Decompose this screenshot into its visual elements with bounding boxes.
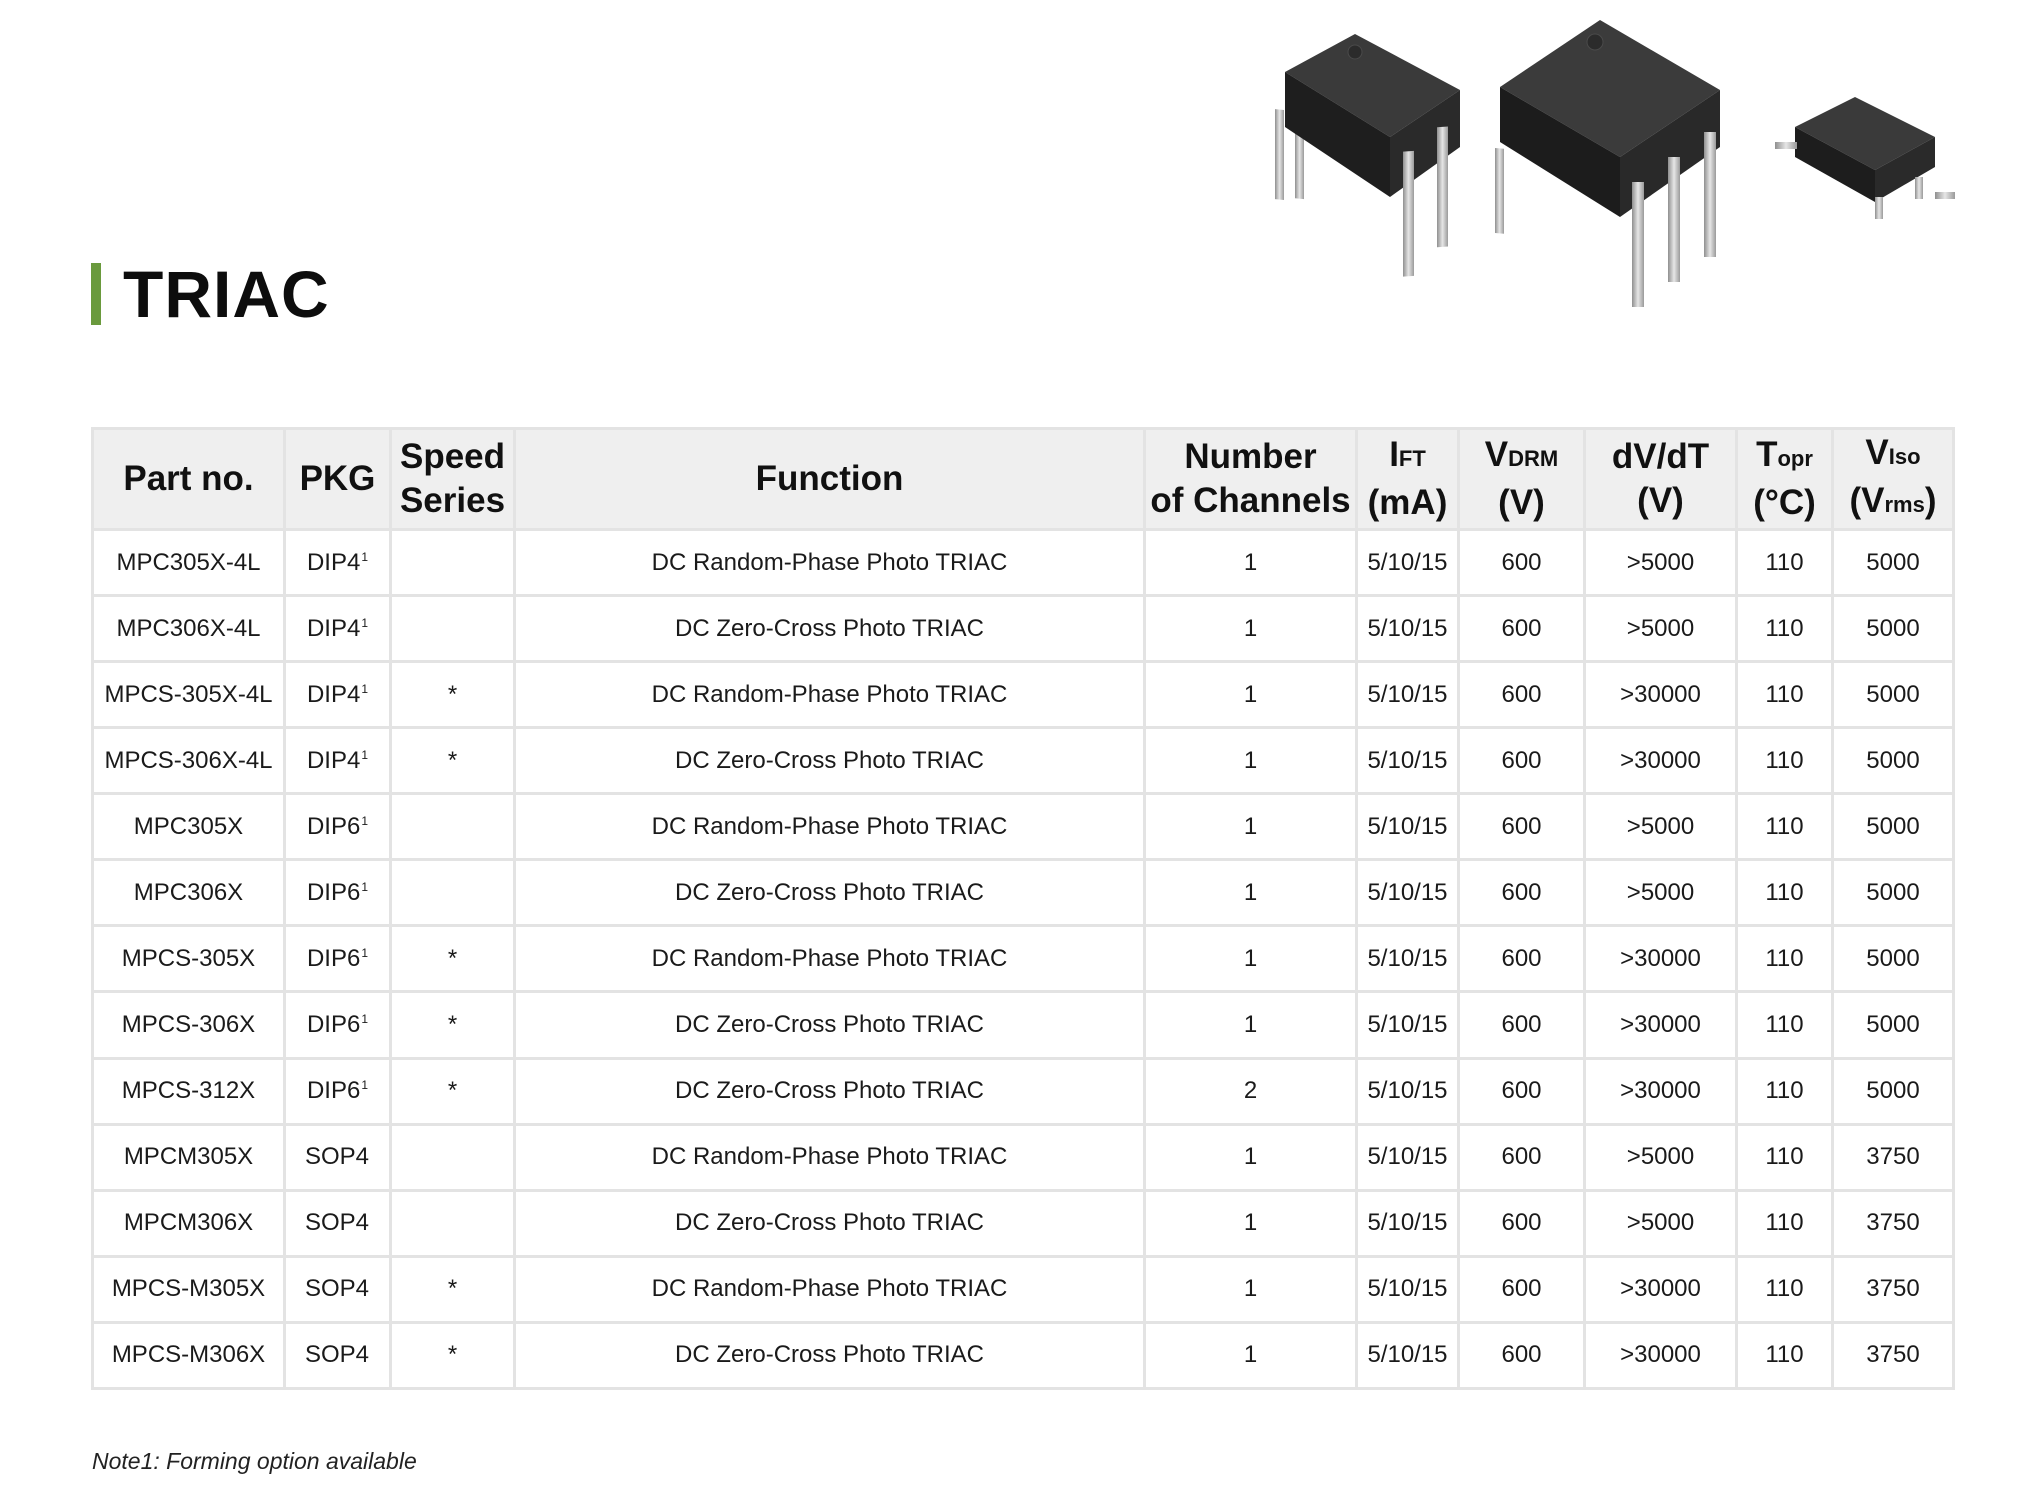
cell-topr: 110: [1737, 1322, 1833, 1388]
cell-channels: 1: [1145, 992, 1357, 1058]
cell-vdrm: 600: [1459, 794, 1585, 860]
cell-channels: 2: [1145, 1058, 1357, 1124]
cell-pkg: $DIP6^1$: [285, 1058, 391, 1124]
cell-speed: [391, 860, 515, 926]
cell-pkg: SOP4: [285, 1190, 391, 1256]
cell-dvdt: >5000: [1585, 530, 1737, 596]
cell-pkg: $DIP4^1$: [285, 728, 391, 794]
cell-speed: *: [391, 1322, 515, 1388]
cell-function: DC Zero-Cross Photo TRIAC: [515, 992, 1145, 1058]
cell-ift: 5/10/15: [1357, 728, 1459, 794]
cell-part: MPCS-305X-4L: [93, 662, 285, 728]
cell-ift: 5/10/15: [1357, 860, 1459, 926]
header-vdrm: VDRM (V): [1459, 429, 1585, 530]
footnote-marker: 1: [361, 879, 369, 894]
table-row: [93, 728, 1954, 794]
table-row: [93, 1322, 1954, 1388]
cell-ift: 5/10/15: [1357, 992, 1459, 1058]
cell-pkg: SOP4: [285, 1322, 391, 1388]
cell-channels: 1: [1145, 1322, 1357, 1388]
cell-dvdt: >5000: [1585, 1124, 1737, 1190]
dip4-package-image: [1275, 34, 1460, 277]
cell-speed: [391, 596, 515, 662]
cell-ift: 5/10/15: [1357, 1124, 1459, 1190]
cell-topr: 110: [1737, 1256, 1833, 1322]
cell-vdrm: 600: [1459, 1190, 1585, 1256]
table-body: [93, 530, 1954, 1389]
section-heading: [91, 258, 330, 330]
cell-dvdt: >30000: [1585, 1256, 1737, 1322]
cell-function: DC Zero-Cross Photo TRIAC: [515, 728, 1145, 794]
cell-ift: 5/10/15: [1357, 530, 1459, 596]
cell-dvdt: >5000: [1585, 596, 1737, 662]
cell-function: DC Zero-Cross Photo TRIAC: [515, 596, 1145, 662]
cell-ift: 5/10/15: [1357, 1058, 1459, 1124]
header-function: Function: [515, 429, 1145, 530]
cell-speed: [391, 1124, 515, 1190]
cell-dvdt: >5000: [1585, 860, 1737, 926]
table-row: [93, 992, 1954, 1058]
cell-topr: 110: [1737, 530, 1833, 596]
cell-pkg: SOP4: [285, 1124, 391, 1190]
cell-dvdt: >30000: [1585, 1058, 1737, 1124]
cell-function: DC Zero-Cross Photo TRIAC: [515, 1322, 1145, 1388]
header-topr: Topr (°C): [1737, 429, 1833, 530]
cell-viso: 3750: [1833, 1256, 1954, 1322]
cell-vdrm: 600: [1459, 1124, 1585, 1190]
cell-pkg: SOP4: [285, 1256, 391, 1322]
cell-viso: 5000: [1833, 662, 1954, 728]
dip6-package-image: [1495, 20, 1720, 307]
footnote-marker: 1: [361, 615, 369, 630]
cell-ift: 5/10/15: [1357, 662, 1459, 728]
cell-viso: 5000: [1833, 1058, 1954, 1124]
cell-function: DC Zero-Cross Photo TRIAC: [515, 1190, 1145, 1256]
cell-ift: 5/10/15: [1357, 794, 1459, 860]
cell-topr: 110: [1737, 596, 1833, 662]
footnote-marker: 1: [361, 813, 369, 828]
table-row: [93, 596, 1954, 662]
footnote: Note1: Forming option available: [92, 1448, 417, 1474]
footnote-marker: 1: [361, 945, 369, 960]
cell-function: DC Random-Phase Photo TRIAC: [515, 530, 1145, 596]
cell-channels: 1: [1145, 662, 1357, 728]
footnote-marker: 1: [361, 549, 369, 564]
cell-vdrm: 600: [1459, 1058, 1585, 1124]
table-row: [93, 794, 1954, 860]
table-row: [93, 1190, 1954, 1256]
cell-dvdt: >5000: [1585, 794, 1737, 860]
cell-viso: 5000: [1833, 596, 1954, 662]
cell-speed: [391, 794, 515, 860]
cell-dvdt: >30000: [1585, 992, 1737, 1058]
table-row: [93, 1256, 1954, 1322]
cell-part: MPC306X-4L: [93, 596, 285, 662]
cell-dvdt: >30000: [1585, 662, 1737, 728]
cell-vdrm: 600: [1459, 662, 1585, 728]
cell-part: MPCM306X: [93, 1190, 285, 1256]
cell-part: MPCS-M305X: [93, 1256, 285, 1322]
cell-topr: 110: [1737, 794, 1833, 860]
cell-ift: 5/10/15: [1357, 1256, 1459, 1322]
cell-topr: 110: [1737, 1190, 1833, 1256]
cell-channels: 1: [1145, 860, 1357, 926]
cell-vdrm: 600: [1459, 926, 1585, 992]
table-row: [93, 530, 1954, 596]
cell-part: MPCS-306X-4L: [93, 728, 285, 794]
cell-dvdt: >30000: [1585, 1322, 1737, 1388]
cell-speed: *: [391, 1058, 515, 1124]
cell-dvdt: >5000: [1585, 1190, 1737, 1256]
table-row: [93, 662, 1954, 728]
cell-topr: 110: [1737, 860, 1833, 926]
cell-topr: 110: [1737, 728, 1833, 794]
cell-viso: 3750: [1833, 1124, 1954, 1190]
cell-function: DC Random-Phase Photo TRIAC: [515, 926, 1145, 992]
cell-pkg: $DIP6^1$: [285, 992, 391, 1058]
cell-function: DC Zero-Cross Photo TRIAC: [515, 1058, 1145, 1124]
cell-function: DC Random-Phase Photo TRIAC: [515, 1256, 1145, 1322]
cell-vdrm: 600: [1459, 596, 1585, 662]
cell-channels: 1: [1145, 530, 1357, 596]
cell-channels: 1: [1145, 1190, 1357, 1256]
footnote-marker: 1: [361, 681, 369, 696]
cell-topr: 110: [1737, 1124, 1833, 1190]
header-part-no: Part no.: [93, 429, 285, 530]
header-speed-series: Speed Series: [391, 429, 515, 530]
cell-topr: 110: [1737, 1058, 1833, 1124]
cell-part: MPCM305X: [93, 1124, 285, 1190]
cell-topr: 110: [1737, 926, 1833, 992]
cell-function: DC Zero-Cross Photo TRIAC: [515, 860, 1145, 926]
header-ift: IFT (mA): [1357, 429, 1459, 530]
cell-viso: 5000: [1833, 728, 1954, 794]
cell-part: MPCS-306X: [93, 992, 285, 1058]
cell-vdrm: 600: [1459, 530, 1585, 596]
cell-speed: [391, 1190, 515, 1256]
footnote-marker: 1: [361, 747, 369, 762]
cell-part: MPCS-312X: [93, 1058, 285, 1124]
table-row: [93, 860, 1954, 926]
footnote-marker: 1: [361, 1078, 369, 1093]
table-row: [93, 926, 1954, 992]
header-pkg: PKG: [285, 429, 391, 530]
cell-ift: 5/10/15: [1357, 1190, 1459, 1256]
cell-viso: 5000: [1833, 926, 1954, 992]
header-viso: VIso (Vrms): [1833, 429, 1954, 530]
cell-viso: 3750: [1833, 1322, 1954, 1388]
cell-function: DC Random-Phase Photo TRIAC: [515, 794, 1145, 860]
cell-channels: 1: [1145, 728, 1357, 794]
cell-pkg: $DIP6^1$: [285, 794, 391, 860]
page-title: TRIAC: [123, 257, 330, 331]
cell-part: MPC305X-4L: [93, 530, 285, 596]
cell-topr: 110: [1737, 992, 1833, 1058]
cell-channels: 1: [1145, 926, 1357, 992]
cell-part: MPCS-305X: [93, 926, 285, 992]
triac-spec-table: [91, 427, 1955, 1390]
cell-speed: *: [391, 992, 515, 1058]
cell-vdrm: 600: [1459, 728, 1585, 794]
cell-channels: 1: [1145, 1256, 1357, 1322]
cell-function: DC Random-Phase Photo TRIAC: [515, 1124, 1145, 1190]
header-dvdt: dV/dT (V): [1585, 429, 1737, 530]
cell-dvdt: >30000: [1585, 728, 1737, 794]
cell-speed: *: [391, 662, 515, 728]
cell-speed: *: [391, 926, 515, 992]
cell-channels: 1: [1145, 794, 1357, 860]
cell-vdrm: 600: [1459, 1322, 1585, 1388]
accent-bar: [91, 263, 101, 325]
cell-viso: 5000: [1833, 992, 1954, 1058]
table-row: [93, 1058, 1954, 1124]
cell-vdrm: 600: [1459, 992, 1585, 1058]
product-image: [1255, 12, 1965, 312]
cell-part: MPC305X: [93, 794, 285, 860]
cell-pkg: $DIP4^1$: [285, 662, 391, 728]
cell-pkg: $DIP6^1$: [285, 860, 391, 926]
cell-viso: 5000: [1833, 860, 1954, 926]
cell-ift: 5/10/15: [1357, 926, 1459, 992]
cell-ift: 5/10/15: [1357, 1322, 1459, 1388]
header-channels: Number of Channels: [1145, 429, 1357, 530]
table-row: [93, 1124, 1954, 1190]
cell-speed: *: [391, 1256, 515, 1322]
cell-viso: 3750: [1833, 1190, 1954, 1256]
cell-topr: 110: [1737, 662, 1833, 728]
cell-pkg: $DIP6^1$: [285, 926, 391, 992]
cell-ift: 5/10/15: [1357, 596, 1459, 662]
cell-channels: 1: [1145, 1124, 1357, 1190]
cell-part: MPC306X: [93, 860, 285, 926]
cell-vdrm: 600: [1459, 1256, 1585, 1322]
cell-channels: 1: [1145, 596, 1357, 662]
footnote-marker: 1: [361, 1011, 369, 1026]
cell-viso: 5000: [1833, 794, 1954, 860]
cell-dvdt: >30000: [1585, 926, 1737, 992]
cell-viso: 5000: [1833, 530, 1954, 596]
cell-pkg: $DIP4^1$: [285, 530, 391, 596]
cell-vdrm: 600: [1459, 860, 1585, 926]
cell-speed: [391, 530, 515, 596]
cell-speed: *: [391, 728, 515, 794]
cell-function: DC Random-Phase Photo TRIAC: [515, 662, 1145, 728]
cell-pkg: $DIP4^1$: [285, 596, 391, 662]
cell-part: MPCS-M306X: [93, 1322, 285, 1388]
sop4-package-image: [1775, 97, 1955, 219]
table-header-row: [93, 429, 1954, 530]
